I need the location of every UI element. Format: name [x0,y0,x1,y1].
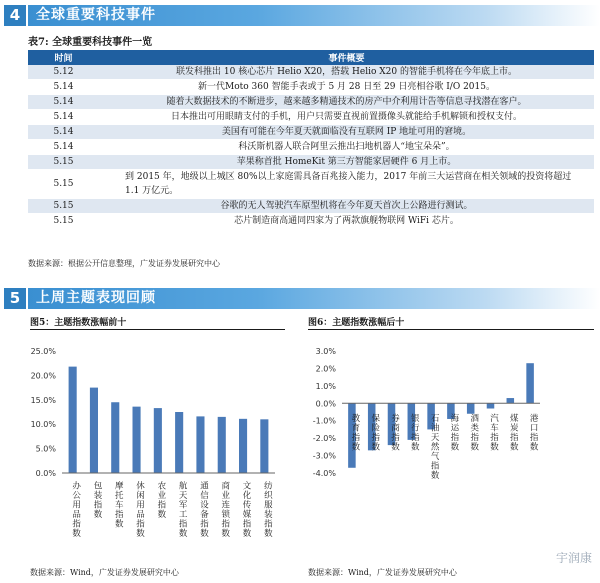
bar [239,419,247,473]
row-date: 5.12 [28,65,99,80]
x-tick-label: 商业连锁指数 [219,481,230,538]
row-text: 新一代Moto 360 智能手表或于 5 月 28 日至 29 日亮相谷歌 I/O 2015。 [99,80,594,95]
y-tick-label: 3.0% [315,347,336,356]
chart-source-note-left: 数据来源：Wind，广发证券发展研究中心 [30,568,179,577]
x-tick-label: 农业指数 [155,481,166,519]
bar [467,403,475,413]
x-tick-label: 海运指数 [448,413,459,452]
x-tick-label: 休闲用品指数 [134,481,145,538]
table-row [28,199,594,214]
section-5-header [0,285,600,311]
bar [175,412,183,473]
bar [111,402,119,473]
row-date: 5.14 [28,140,99,155]
row-text: 芯片制造商高通同四家为了两款旗舰物联网 WiFi 芯片。 [99,214,594,229]
y-tick-label: -4.0% [312,469,336,478]
x-tick-label: 石油天然气指数 [429,413,440,480]
row-date: 5.15 [28,199,99,214]
table-row [28,125,594,140]
x-tick-label: 酒类指数 [468,413,479,452]
bar [526,363,534,403]
bar [133,407,141,473]
table-header-date: 时间 [28,50,99,65]
row-text: 随着大数据技术的不断进步，越来越多精通技术的房产中介利用计告等信息寻找潜在客户。 [99,95,594,110]
y-tick-label: 20.0% [30,371,56,381]
x-tick-label: 港口指数 [528,413,539,452]
row-date: 5.14 [28,110,99,125]
table-row [28,214,594,229]
x-tick-label: 汽车指数 [488,413,499,452]
bar [507,398,515,403]
table-row [28,110,594,125]
watermark-text: 宇润康 [555,551,592,565]
bar [218,417,226,473]
row-text: 联发科推出 10 核心芯片 Helio X20，搭载 Helio X20 的智能手机将在今年底上市。 [99,65,594,80]
y-tick-label: 2.0% [315,364,336,374]
bar [90,388,98,473]
top10-chart [0,333,285,563]
bar [69,367,77,473]
y-tick-label: 25.0% [30,347,56,356]
y-tick-label: 5.0% [35,444,56,454]
x-tick-label: 银行指数 [409,413,420,452]
y-tick-label: 0.0% [315,399,336,409]
y-tick-label: 0.0% [35,469,56,478]
y-tick-label: 1.0% [315,381,336,391]
x-tick-label: 包装指数 [91,481,102,519]
row-date: 5.15 [28,170,99,199]
x-tick-label: 摩托车指数 [113,481,124,529]
x-tick-label: 保险指数 [369,413,380,452]
row-date: 5.15 [28,214,99,229]
table-header-summary: 事件概要 [99,50,594,65]
chart-title-rule [308,329,594,330]
section-title: 全球重要科技事件 [36,7,156,23]
row-text: 日本推出可用眼睛支付的手机，用户只需要直视前置摄像头就能给手机解锁和授权支付。 [99,110,594,125]
x-tick-label: 通信设备指数 [198,481,209,538]
x-tick-label: 教育指数 [349,413,360,452]
row-text: 到 2015 年，地级以上城区 80%以上家庭需具备百兆接入能力，2017 年前三大运营商在相关领域的投资将超过 1.1 万亿元。 [99,170,594,199]
row-date: 5.15 [28,155,99,170]
bottom10-chart [300,333,596,565]
x-tick-label: 纺织服装指数 [262,481,273,538]
section-number-badge: 4 [4,5,26,26]
chart-title-top10: 图5：主题指数涨幅前十 [30,318,127,328]
row-text: 苹果称首批 HomeKit 第三方智能家居硬件 6 月上市。 [99,155,594,170]
x-tick-label: 办公用品指数 [70,481,81,538]
row-text: 美国有可能在今年夏天就面临没有互联网 IP 地址可用的窘境。 [99,125,594,140]
section-title: 上周主题表现回顾 [36,290,156,306]
x-tick-label: 文化传媒指数 [241,481,252,538]
table-row [28,65,594,80]
table-row [28,95,594,110]
x-tick-label: 券商指数 [389,413,400,452]
table-caption: 表7: 全球重要科技事件一览 [28,37,153,48]
bar [154,408,162,473]
y-tick-label: -1.0% [312,416,336,426]
table-row [28,140,594,155]
row-date: 5.14 [28,125,99,140]
table-row [28,170,594,199]
chart-source-note-right: 数据来源：Wind，广发证券发展研究中心 [308,568,457,577]
events-table [28,50,594,229]
chart-title-rule [30,329,285,330]
y-tick-label: 10.0% [30,420,56,430]
x-tick-label: 煤炭指数 [508,413,519,452]
row-text: 谷歌的无人驾驶汽车原型机将在今年夏天首次上公路进行测试。 [99,199,594,214]
table-row [28,80,594,95]
section-number-badge: 5 [4,288,26,309]
row-text: 科沃斯机器人联合阿里云推出扫地机器人“地宝朵朵”。 [99,140,594,155]
table-source-note: 数据来源：根据公开信息整理，广发证券发展研究中心 [28,259,220,268]
y-tick-label: -3.0% [312,451,336,461]
bar [260,419,268,473]
table-row [28,155,594,170]
row-date: 5.14 [28,80,99,95]
bar [196,416,204,473]
row-date: 5.14 [28,95,99,110]
bar [487,403,495,408]
y-tick-label: 15.0% [30,395,56,405]
y-tick-label: -2.0% [312,434,336,444]
section-4-header [0,2,600,28]
x-tick-label: 航天军工指数 [177,481,188,538]
chart-title-bottom10: 图6：主题指数涨幅后十 [308,318,405,328]
